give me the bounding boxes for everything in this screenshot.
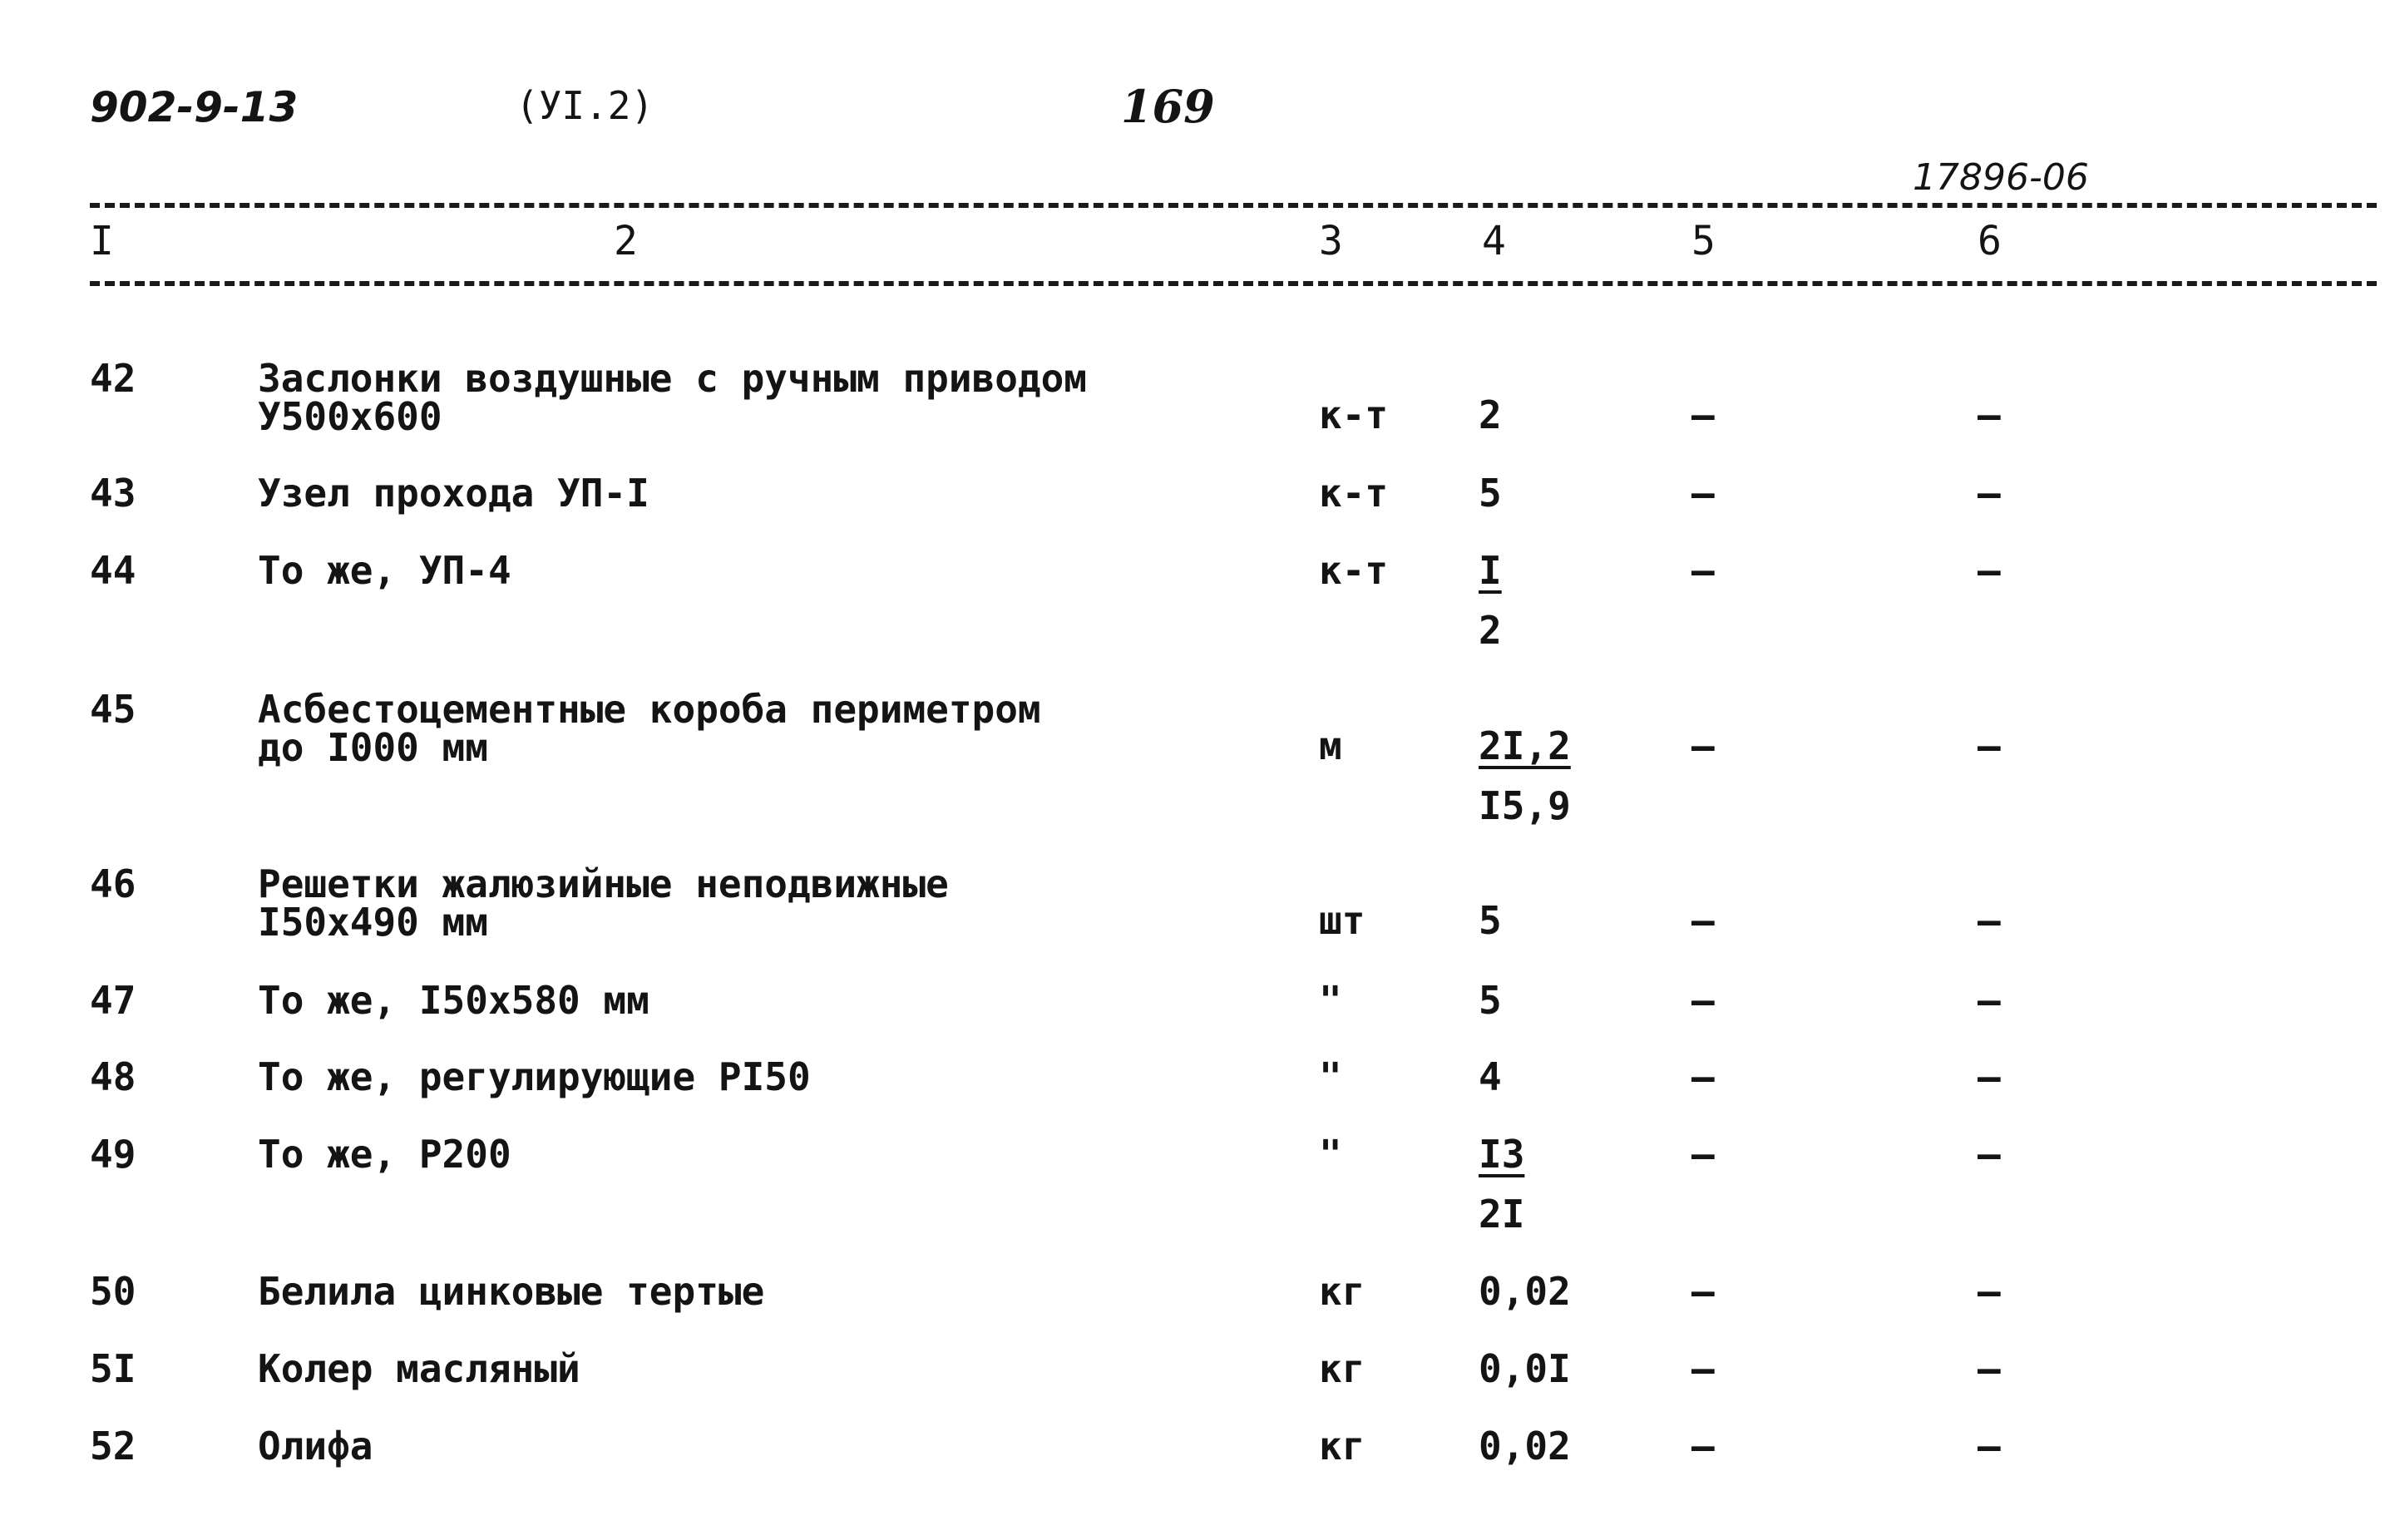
column-6-value: – <box>1978 1346 2001 1391</box>
table-row <box>0 1269 2390 1339</box>
table-row <box>0 861 2390 945</box>
row-number: 52 <box>90 1424 136 1468</box>
table-row <box>0 356 2390 439</box>
quantity: 5 <box>1479 471 1502 516</box>
column-6-value: – <box>1978 1269 2001 1314</box>
item-name <box>258 1054 811 1099</box>
column-5-value: – <box>1691 1269 1715 1314</box>
section-number: (УI.2) <box>516 83 654 128</box>
item-name-line-2: У500х600 <box>258 394 442 439</box>
column-6-value: – <box>1978 1054 2001 1099</box>
unit-of-measure: к-т <box>1319 548 1389 593</box>
row-number: 43 <box>90 471 136 516</box>
row-number: 50 <box>90 1269 136 1314</box>
row-number: 47 <box>90 978 136 1023</box>
column-header-2: 2 <box>614 218 638 264</box>
quantity <box>1479 548 1502 653</box>
item-name-line-1: Олифа <box>258 1424 373 1468</box>
unit-of-measure: кг <box>1319 1424 1365 1468</box>
quantity-denominator: I5,9 <box>1479 783 1571 828</box>
row-number: 49 <box>90 1132 136 1177</box>
quantity-numerator: I <box>1479 548 1502 593</box>
quantity: 0,0I <box>1479 1346 1571 1391</box>
quantity: 0,02 <box>1479 1424 1571 1468</box>
column-5-value: – <box>1691 978 1715 1023</box>
quantity: 2 <box>1479 392 1502 437</box>
column-6-value: – <box>1978 898 2001 943</box>
item-name-line-1: То же, Р200 <box>258 1132 511 1177</box>
row-number: 46 <box>90 861 136 906</box>
quantity-numerator: I3 <box>1479 1132 1525 1177</box>
table-row <box>0 978 2390 1048</box>
item-name-line-1: Асбестоцементные короба периметром <box>258 687 1041 732</box>
column-header-5: 5 <box>1691 218 1716 264</box>
quantity-fraction <box>1479 723 1571 828</box>
unit-of-measure: к-т <box>1319 471 1389 516</box>
table-row <box>0 1346 2390 1416</box>
inventory-stamp: 17896-06 <box>1913 156 2089 199</box>
column-6-value: – <box>1978 548 2001 593</box>
item-name <box>258 1269 765 1314</box>
column-6-value: – <box>1978 392 2001 437</box>
item-name <box>258 861 949 945</box>
quantity-denominator: 2 <box>1479 608 1502 653</box>
item-name-line-1: То же, регулирующие РI50 <box>258 1054 811 1099</box>
table-row <box>0 1132 2390 1236</box>
item-name-line-1: Узел прохода УП-I <box>258 471 649 516</box>
quantity <box>1479 723 1571 828</box>
quantity-fraction <box>1479 548 1502 653</box>
table-row <box>0 471 2390 540</box>
column-5-value: – <box>1691 1424 1715 1468</box>
item-name <box>258 548 511 593</box>
table-row <box>0 1424 2390 1493</box>
quantity: 4 <box>1479 1054 1502 1099</box>
table-header-rule <box>90 281 2377 286</box>
item-name <box>258 687 1041 770</box>
column-6-value: – <box>1978 471 2001 516</box>
item-name <box>258 471 649 516</box>
unit-of-measure: " <box>1319 978 1342 1023</box>
quantity-fraction <box>1479 1132 1525 1236</box>
quantity <box>1479 1132 1525 1236</box>
column-5-value: – <box>1691 548 1715 593</box>
row-number: 48 <box>90 1054 136 1099</box>
unit-of-measure: м <box>1319 723 1342 768</box>
column-5-value: – <box>1691 1132 1715 1177</box>
quantity-denominator: 2I <box>1479 1192 1525 1236</box>
item-name-line-1: Колер масляный <box>258 1346 580 1391</box>
column-header-6: 6 <box>1978 218 2002 264</box>
column-5-value: – <box>1691 392 1715 437</box>
column-5-value: – <box>1691 898 1715 943</box>
column-header-4: 4 <box>1482 218 1506 264</box>
quantity: 5 <box>1479 898 1502 943</box>
unit-of-measure: " <box>1319 1132 1342 1177</box>
row-number: 45 <box>90 687 136 732</box>
column-6-value: – <box>1978 1424 2001 1468</box>
quantity-numerator: 2I,2 <box>1479 723 1571 768</box>
column-5-value: – <box>1691 723 1715 768</box>
page-number: 169 <box>1121 80 1215 133</box>
quantity: 5 <box>1479 978 1502 1023</box>
item-name-line-2: до I000 мм <box>258 725 488 770</box>
unit-of-measure: " <box>1319 1054 1342 1099</box>
column-header-1: I <box>90 218 114 264</box>
item-name <box>258 1424 373 1468</box>
item-name <box>258 356 1087 439</box>
table-top-rule <box>90 203 2377 208</box>
column-6-value: – <box>1978 978 2001 1023</box>
row-number: 44 <box>90 548 136 593</box>
unit-of-measure: шт <box>1319 898 1365 943</box>
item-name-line-1: То же, I50х580 мм <box>258 978 649 1023</box>
item-name-line-1: Решетки жалюзийные неподвижные <box>258 861 949 906</box>
unit-of-measure: к-т <box>1319 392 1389 437</box>
table-row <box>0 548 2390 653</box>
row-number: 42 <box>90 356 136 401</box>
item-name-line-1: Белила цинковые тертые <box>258 1269 765 1314</box>
document-code: 902-9-13 <box>90 83 299 131</box>
table-row <box>0 687 2390 828</box>
column-5-value: – <box>1691 1346 1715 1391</box>
item-name-line-1: Заслонки воздушные с ручным приводом <box>258 356 1087 401</box>
unit-of-measure: кг <box>1319 1346 1365 1391</box>
column-6-value: – <box>1978 1132 2001 1177</box>
quantity: 0,02 <box>1479 1269 1571 1314</box>
column-5-value: – <box>1691 1054 1715 1099</box>
item-name <box>258 1132 511 1177</box>
column-6-value: – <box>1978 723 2001 768</box>
item-name <box>258 1346 580 1391</box>
unit-of-measure: кг <box>1319 1269 1365 1314</box>
item-name <box>258 978 649 1023</box>
row-number: 5I <box>90 1346 136 1391</box>
table-row <box>0 1054 2390 1124</box>
item-name-line-2: I50х490 мм <box>258 900 488 945</box>
column-5-value: – <box>1691 471 1715 516</box>
column-header-3: 3 <box>1319 218 1343 264</box>
item-name-line-1: То же, УП-4 <box>258 548 511 593</box>
